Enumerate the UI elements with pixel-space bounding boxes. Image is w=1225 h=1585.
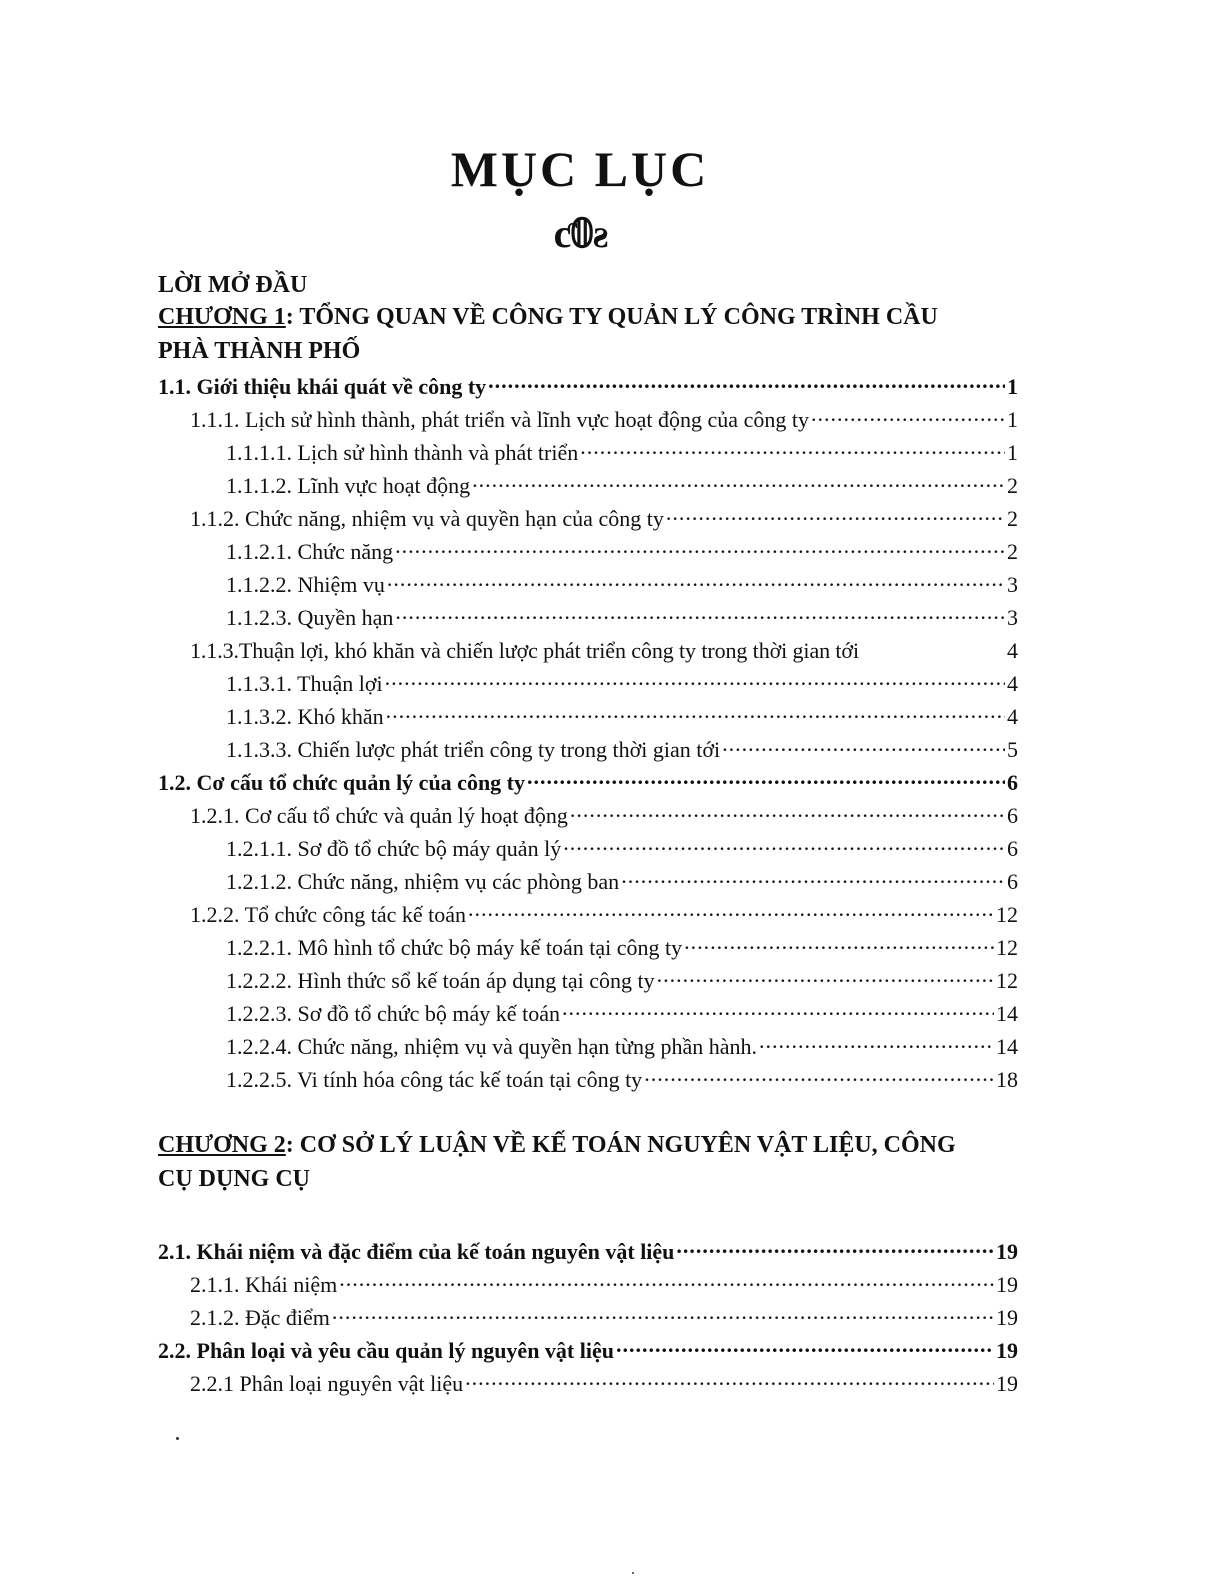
page-title: MỤC LỤC	[450, 141, 710, 197]
toc-entry[interactable]	[226, 467, 1018, 500]
toc-entry-page: 18	[996, 1067, 1018, 1093]
ornament-glyph: ƈ𝟘ƨ	[553, 211, 607, 256]
toc-entry-label: 1.2. Cơ cấu tổ chức quản lý của công ty	[158, 770, 526, 796]
scan-speck	[176, 1437, 179, 1440]
toc-entry-page: 4	[1007, 704, 1018, 730]
chapter-2-label: CHƯƠNG 2	[158, 1132, 286, 1158]
toc-entry-label: 1.1.2.3. Quyền hạn	[226, 605, 394, 631]
toc-entry-label: 2.1.1. Khái niệm	[190, 1272, 338, 1298]
toc-leader-dots	[580, 434, 1005, 460]
toc-entry-page: 19	[996, 1371, 1018, 1397]
toc-entry-page: 19	[996, 1239, 1018, 1265]
toc-entry-page: 6	[1007, 770, 1018, 796]
chapter-1-heading	[158, 300, 1018, 368]
toc-entry[interactable]	[190, 896, 1018, 929]
toc-entry-page: 2	[1007, 506, 1018, 532]
toc-entry-label: 1.1.2. Chức năng, nhiệm vụ và quyền hạn của công ty	[190, 506, 664, 532]
toc-entry-page: 5	[1007, 737, 1018, 763]
scan-speck	[632, 1572, 634, 1574]
toc-entry-page: 6	[1007, 869, 1018, 895]
toc-leader-dots	[722, 731, 1005, 757]
toc-leader-dots	[395, 533, 1005, 559]
toc-entry-label: 1.1.1.1. Lịch sử hình thành và phát triển	[226, 440, 579, 466]
toc-entry[interactable]	[226, 929, 1018, 962]
toc-leader-dots	[339, 1266, 994, 1292]
toc-entry-page: 6	[1007, 836, 1018, 862]
toc-entry-label: 1.1.3.2. Khó khăn	[226, 704, 384, 730]
toc-entry[interactable]	[190, 632, 1018, 665]
toc-leader-dots	[861, 632, 1005, 658]
toc-entry-label: 1.1.2.2. Nhiệm vụ	[226, 572, 385, 598]
toc-entry[interactable]	[226, 731, 1018, 764]
toc-leader-dots	[676, 1233, 994, 1259]
toc-leader-dots	[385, 665, 1005, 691]
toc-entry-page: 1	[1007, 374, 1018, 400]
toc-entry-label: 2.2.1 Phân loại nguyên vật liệu	[190, 1371, 464, 1397]
toc-leader-dots	[621, 863, 1005, 889]
toc-entry-label: 1.1.3.Thuận lợi, khó khăn và chiến lược phát triển công ty trong thời gian tới	[190, 638, 859, 664]
toc-entry-page: 19	[996, 1272, 1018, 1298]
toc-leader-dots	[332, 1299, 994, 1325]
toc-entry-label: 2.1. Khái niệm và đặc điểm của kế toán nguyên vật liệu	[158, 1239, 675, 1265]
toc-entry-label: 1.1.2.1. Chức năng	[226, 539, 394, 565]
toc-entry-label: 1.2.2. Tổ chức công tác kế toán	[190, 902, 467, 928]
toc-entry-page: 19	[996, 1338, 1018, 1364]
toc-entry-label: 2.1.2. Đặc điểm	[190, 1305, 330, 1331]
toc-leader-dots	[468, 896, 994, 922]
chapter-1-title-line2: PHÀ THÀNH PHỐ	[158, 338, 361, 364]
toc-leader-dots	[472, 467, 1005, 493]
toc-leader-dots	[759, 1028, 994, 1054]
toc-entry[interactable]	[226, 698, 1018, 731]
chapter-1-title-line1: : TỔNG QUAN VỀ CÔNG TY QUẢN LÝ CÔNG TRÌNH CẦU	[285, 304, 938, 330]
toc-entry-label: 1.2.2.5. Vi tính hóa công tác kế toán tại công ty	[226, 1067, 643, 1093]
toc-entry[interactable]	[226, 533, 1018, 566]
toc-entry-label: 1.2.1.2. Chức năng, nhiệm vụ các phòng ban	[226, 869, 620, 895]
toc-entry-page: 12	[996, 935, 1018, 961]
toc-leader-dots	[616, 1332, 994, 1358]
toc-entry-page: 6	[1007, 803, 1018, 829]
toc-leader-dots	[527, 764, 1005, 790]
toc-entry-page: 3	[1007, 572, 1018, 598]
toc-entry[interactable]	[158, 1332, 1018, 1365]
toc-entry-page: 1	[1007, 440, 1018, 466]
toc-entry[interactable]	[226, 830, 1018, 863]
toc-entry-label: 1.1.3.1. Thuận lợi	[226, 671, 383, 697]
toc-entry-page: 2	[1007, 539, 1018, 565]
toc-entry[interactable]	[226, 665, 1018, 698]
toc-entry[interactable]	[158, 1233, 1018, 1266]
toc-entry[interactable]	[190, 1266, 1018, 1299]
toc-entry-page: 1	[1007, 407, 1018, 433]
toc-leader-dots	[387, 566, 1005, 592]
toc-entry-page: 14	[996, 1001, 1018, 1027]
toc-leader-dots	[465, 1365, 994, 1391]
toc-entry-label: 2.2. Phân loại và yêu cầu quản lý nguyên vật liệu	[158, 1338, 614, 1364]
toc-entry-page: 14	[996, 1034, 1018, 1060]
toc-entry[interactable]	[190, 797, 1018, 830]
toc-entry[interactable]	[158, 764, 1018, 797]
toc-leader-dots	[666, 500, 1005, 526]
chapter-2-title-line1: : CƠ SỞ LÝ LUẬN VỀ KẾ TOÁN NGUYÊN VẬT LIỆU, CÔNG	[285, 1132, 956, 1158]
toc-entry-page: 4	[1007, 671, 1018, 697]
toc-entry-label: 1.2.2.1. Mô hình tổ chức bộ máy kế toán tại công ty	[226, 935, 683, 961]
toc-entry[interactable]	[226, 863, 1018, 896]
toc-entry-page: 12	[996, 902, 1018, 928]
toc-entry-label: 1.2.1. Cơ cấu tổ chức và quản lý hoạt động	[190, 803, 568, 829]
toc-entry-page: 3	[1007, 605, 1018, 631]
toc-entry-label: 1.1.3.3. Chiến lược phát triển công ty trong thời gian tới	[226, 737, 721, 763]
toc-entry-label: 1.1.1.2. Lĩnh vực hoạt động	[226, 473, 471, 499]
toc-entry-page: 4	[1007, 638, 1018, 664]
toc-entry[interactable]	[226, 599, 1018, 632]
toc-entry[interactable]	[158, 368, 1018, 401]
toc-leader-dots	[644, 1061, 994, 1087]
toc-leader-dots	[811, 401, 1005, 427]
toc-leader-dots	[657, 962, 994, 988]
toc-entry-label: 1.2.2.3. Sơ đồ tổ chức bộ máy kế toán	[226, 1001, 560, 1027]
toc-leader-dots	[386, 698, 1005, 724]
toc-leader-dots	[395, 599, 1005, 625]
toc-leader-dots	[562, 995, 994, 1021]
toc-entry[interactable]	[226, 1028, 1018, 1061]
toc-entry-label: 1.2.2.2. Hình thức sổ kế toán áp dụng tại công ty	[226, 968, 655, 994]
toc-entry-page: 2	[1007, 473, 1018, 499]
toc-entry-label: 1.2.2.4. Chức năng, nhiệm vụ và quyền hạn từng phần hành.	[226, 1034, 757, 1060]
toc-leader-dots	[563, 830, 1005, 856]
chapter-1-label: CHƯƠNG 1	[158, 304, 286, 330]
toc-leader-dots	[684, 929, 994, 955]
toc-entry[interactable]	[190, 500, 1018, 533]
toc-entry[interactable]	[190, 1299, 1018, 1332]
toc-entry-page: 12	[996, 968, 1018, 994]
toc-entry-page: 19	[996, 1305, 1018, 1331]
toc-entry-label: 1.1.1. Lịch sử hình thành, phát triển và lĩnh vực hoạt động của công ty	[190, 407, 809, 433]
toc-entry[interactable]	[226, 962, 1018, 995]
toc-entry[interactable]	[226, 566, 1018, 599]
toc-entry[interactable]	[226, 434, 1018, 467]
intro-heading: LỜI MỞ ĐẦU	[158, 272, 308, 298]
toc-entry[interactable]	[190, 1365, 1018, 1398]
toc-leader-dots	[488, 368, 1005, 394]
toc-entry-label: 1.2.1.1. Sơ đồ tổ chức bộ máy quản lý	[226, 836, 562, 862]
toc-entry[interactable]	[226, 995, 1018, 1028]
toc-entry[interactable]	[190, 401, 1018, 434]
toc-entry[interactable]	[226, 1061, 1018, 1094]
chapter-2-heading	[158, 1128, 1018, 1196]
toc-leader-dots	[570, 797, 1005, 823]
chapter-2-title-line2: CỤ DỤNG CỤ	[158, 1166, 310, 1192]
toc-entry-label: 1.1. Giới thiệu khái quát về công ty	[158, 374, 487, 400]
